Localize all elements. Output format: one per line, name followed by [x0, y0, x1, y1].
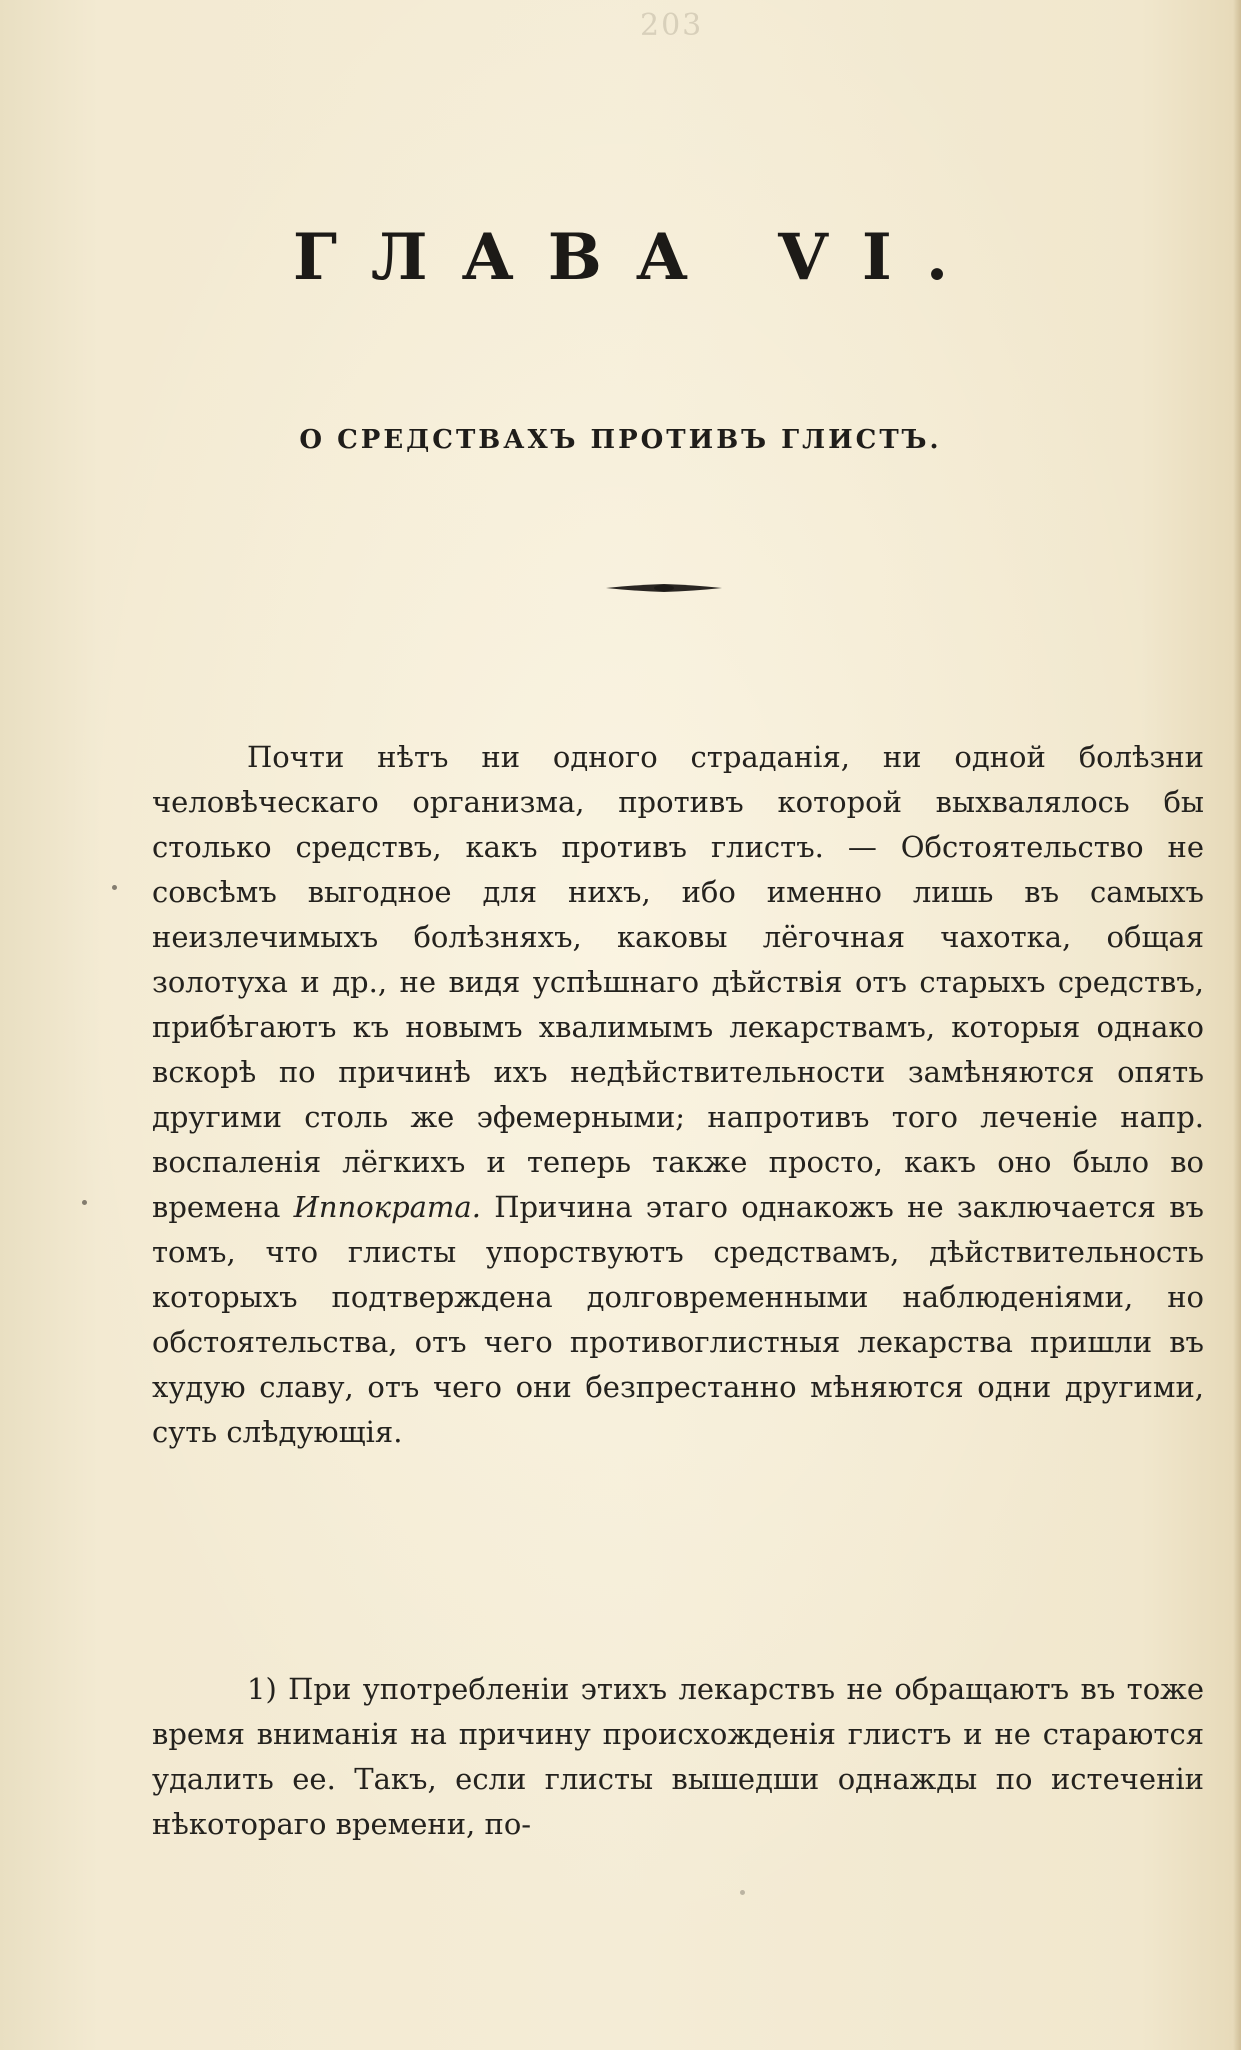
chapter-title: ГЛАВА VI. [292, 220, 983, 295]
page-number: 203 [640, 8, 704, 43]
chapter-subtitle: О СРЕДСТВАХЪ ПРОТИВЪ ГЛИСТЪ. [299, 425, 942, 455]
paragraph-1-text-start: Почти нѣтъ ни одного страданія, ни одной болѣзни человѣческаго организма, противъ которой выхвалялось бы столько средствъ, какъ противъ глистъ. — Обстоятельство не совсѣмъ выгодное для нихъ, ибо именно лишь въ самыхъ неизлечимыхъ болѣзняхъ, каковы лёгочная чахотка, общая золотуха и др., не видя успѣшнаго дѣйствія отъ старыхъ средствъ, прибѣгаютъ къ новымъ хвалимымъ лекарствамъ, которыя однако вскорѣ по причинѣ ихъ недѣйствительности замѣняются опять другими столь же эфемерными; напротивъ того леченіе напр. воспаленія лёгкихъ и теперь также просто, какъ оно было во времена [152, 740, 1204, 1224]
margin-speck [112, 885, 117, 890]
paragraph-1 [152, 735, 1204, 1455]
divider-ornament-icon [604, 582, 724, 594]
paragraph-1-italic-name: Иппократа. [293, 1190, 481, 1224]
margin-speck [82, 1200, 87, 1205]
paragraph-1-text-end: Причина этаго однакожъ не заключается въ томъ, что глисты упорствуютъ средствамъ, дѣйствительность которыхъ подтверждена долговременными наблюденіями, но обстоятельства, отъ чего противоглистныя лекарства пришли въ худую славу, отъ чего они безпрестанно мѣняются одни другими, суть слѣдующія. [152, 1190, 1204, 1449]
paragraph-2: 1) При употребленіи этихъ лекарствъ не обращаютъ въ тоже время вниманія на причину происхожденія глистъ и не стараются удалить ее. Такъ, если глисты вышедши однажды по истеченіи нѣкотораго времени, по- [152, 1672, 1204, 1841]
margin-speck [740, 1890, 745, 1895]
page-edge-shadow [1233, 0, 1241, 2050]
